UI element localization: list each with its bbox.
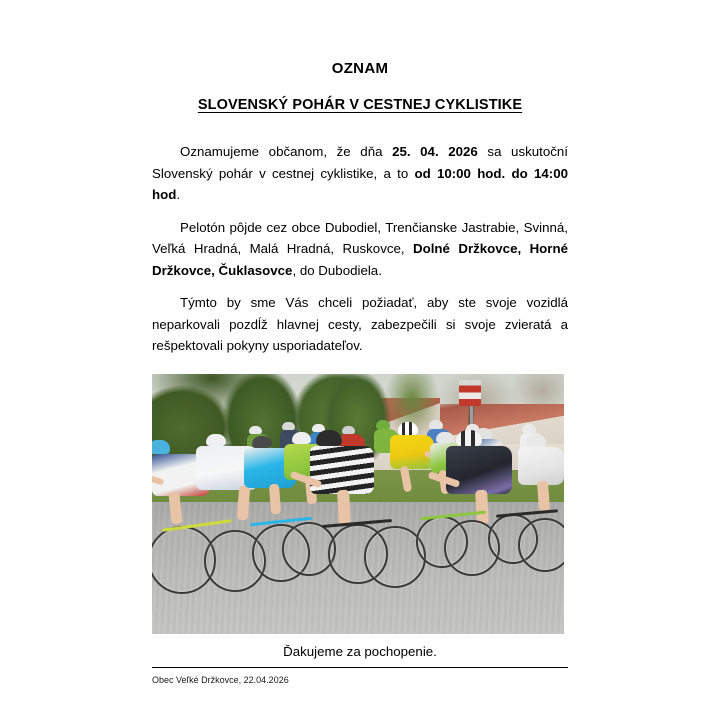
para1-part2: sa uskutoční Slovenský pohár v cestnej cyklistike, a to	[152, 144, 568, 181]
photo-helmet	[249, 426, 262, 434]
photo-road-sign	[459, 380, 481, 406]
para1-part3: .	[176, 187, 181, 202]
photo-leg	[537, 480, 550, 511]
para2-villages: Dolné Držkovce, Horné Držkovce, Čuklasovce	[152, 241, 568, 278]
paragraph-route	[152, 206, 568, 282]
photo-helmet	[398, 422, 418, 435]
paragraph-request: Týmto by sme Vás chceli požiadať, aby ste svoje vozidlá neparkovali pozdĺž hlavnej cesty, zabezpečili si svoje zvieratá a rešpektovali pokyny usporiadateľov.	[152, 295, 568, 353]
photo-helmet	[522, 424, 536, 433]
photo-leg	[237, 485, 250, 520]
photo-helmet	[429, 420, 443, 429]
paragraph-announcement	[152, 114, 568, 206]
photo-leg	[475, 489, 489, 524]
page-subtitle	[152, 78, 568, 114]
photo-helmet	[526, 434, 546, 447]
cycling-race-photo	[152, 374, 564, 634]
footer-issuer: Obec Veľké Držkovce, 22.04.2026	[152, 674, 289, 685]
photo-helmet	[376, 420, 390, 429]
para1-date: 25. 04. 2026	[392, 144, 478, 159]
photo-jersey	[518, 447, 564, 485]
thanks-line: Ďakujeme za pochopenie.	[283, 643, 437, 659]
photo-scene	[152, 374, 564, 634]
photo-helmet	[206, 434, 226, 446]
photo-helmet	[342, 426, 355, 434]
photo-helmet	[252, 436, 272, 448]
photo-leg	[337, 489, 351, 526]
photo-bike-wheel	[518, 518, 564, 572]
para2-part1: Pelotón pôjde cez obce Dubodiel, Trenčianske Jastrabie, Svinná, Veľká Hradná, Malá Hradná, Ruskovce,	[152, 219, 568, 256]
photo-leg	[269, 483, 281, 514]
page-title: OZNAM	[331, 60, 389, 77]
photo-helmet	[436, 432, 454, 443]
photo-helmet	[316, 430, 342, 446]
document-content	[152, 0, 568, 687]
para2-part2: , do Dubodiela.	[292, 262, 382, 278]
photo-helmet	[282, 422, 295, 430]
para1-part1: Oznamujeme občanom, že dňa	[180, 144, 393, 159]
para1-time: od 10:00 hod. do 14:00 hod	[152, 165, 568, 202]
photo-helmet	[152, 440, 170, 454]
photo-helmet	[292, 432, 311, 444]
page-subtitle-text: SLOVENSKÝ POHÁR V CESTNEJ CYKLISTIKE	[197, 97, 523, 113]
photo-helmet	[456, 430, 482, 446]
